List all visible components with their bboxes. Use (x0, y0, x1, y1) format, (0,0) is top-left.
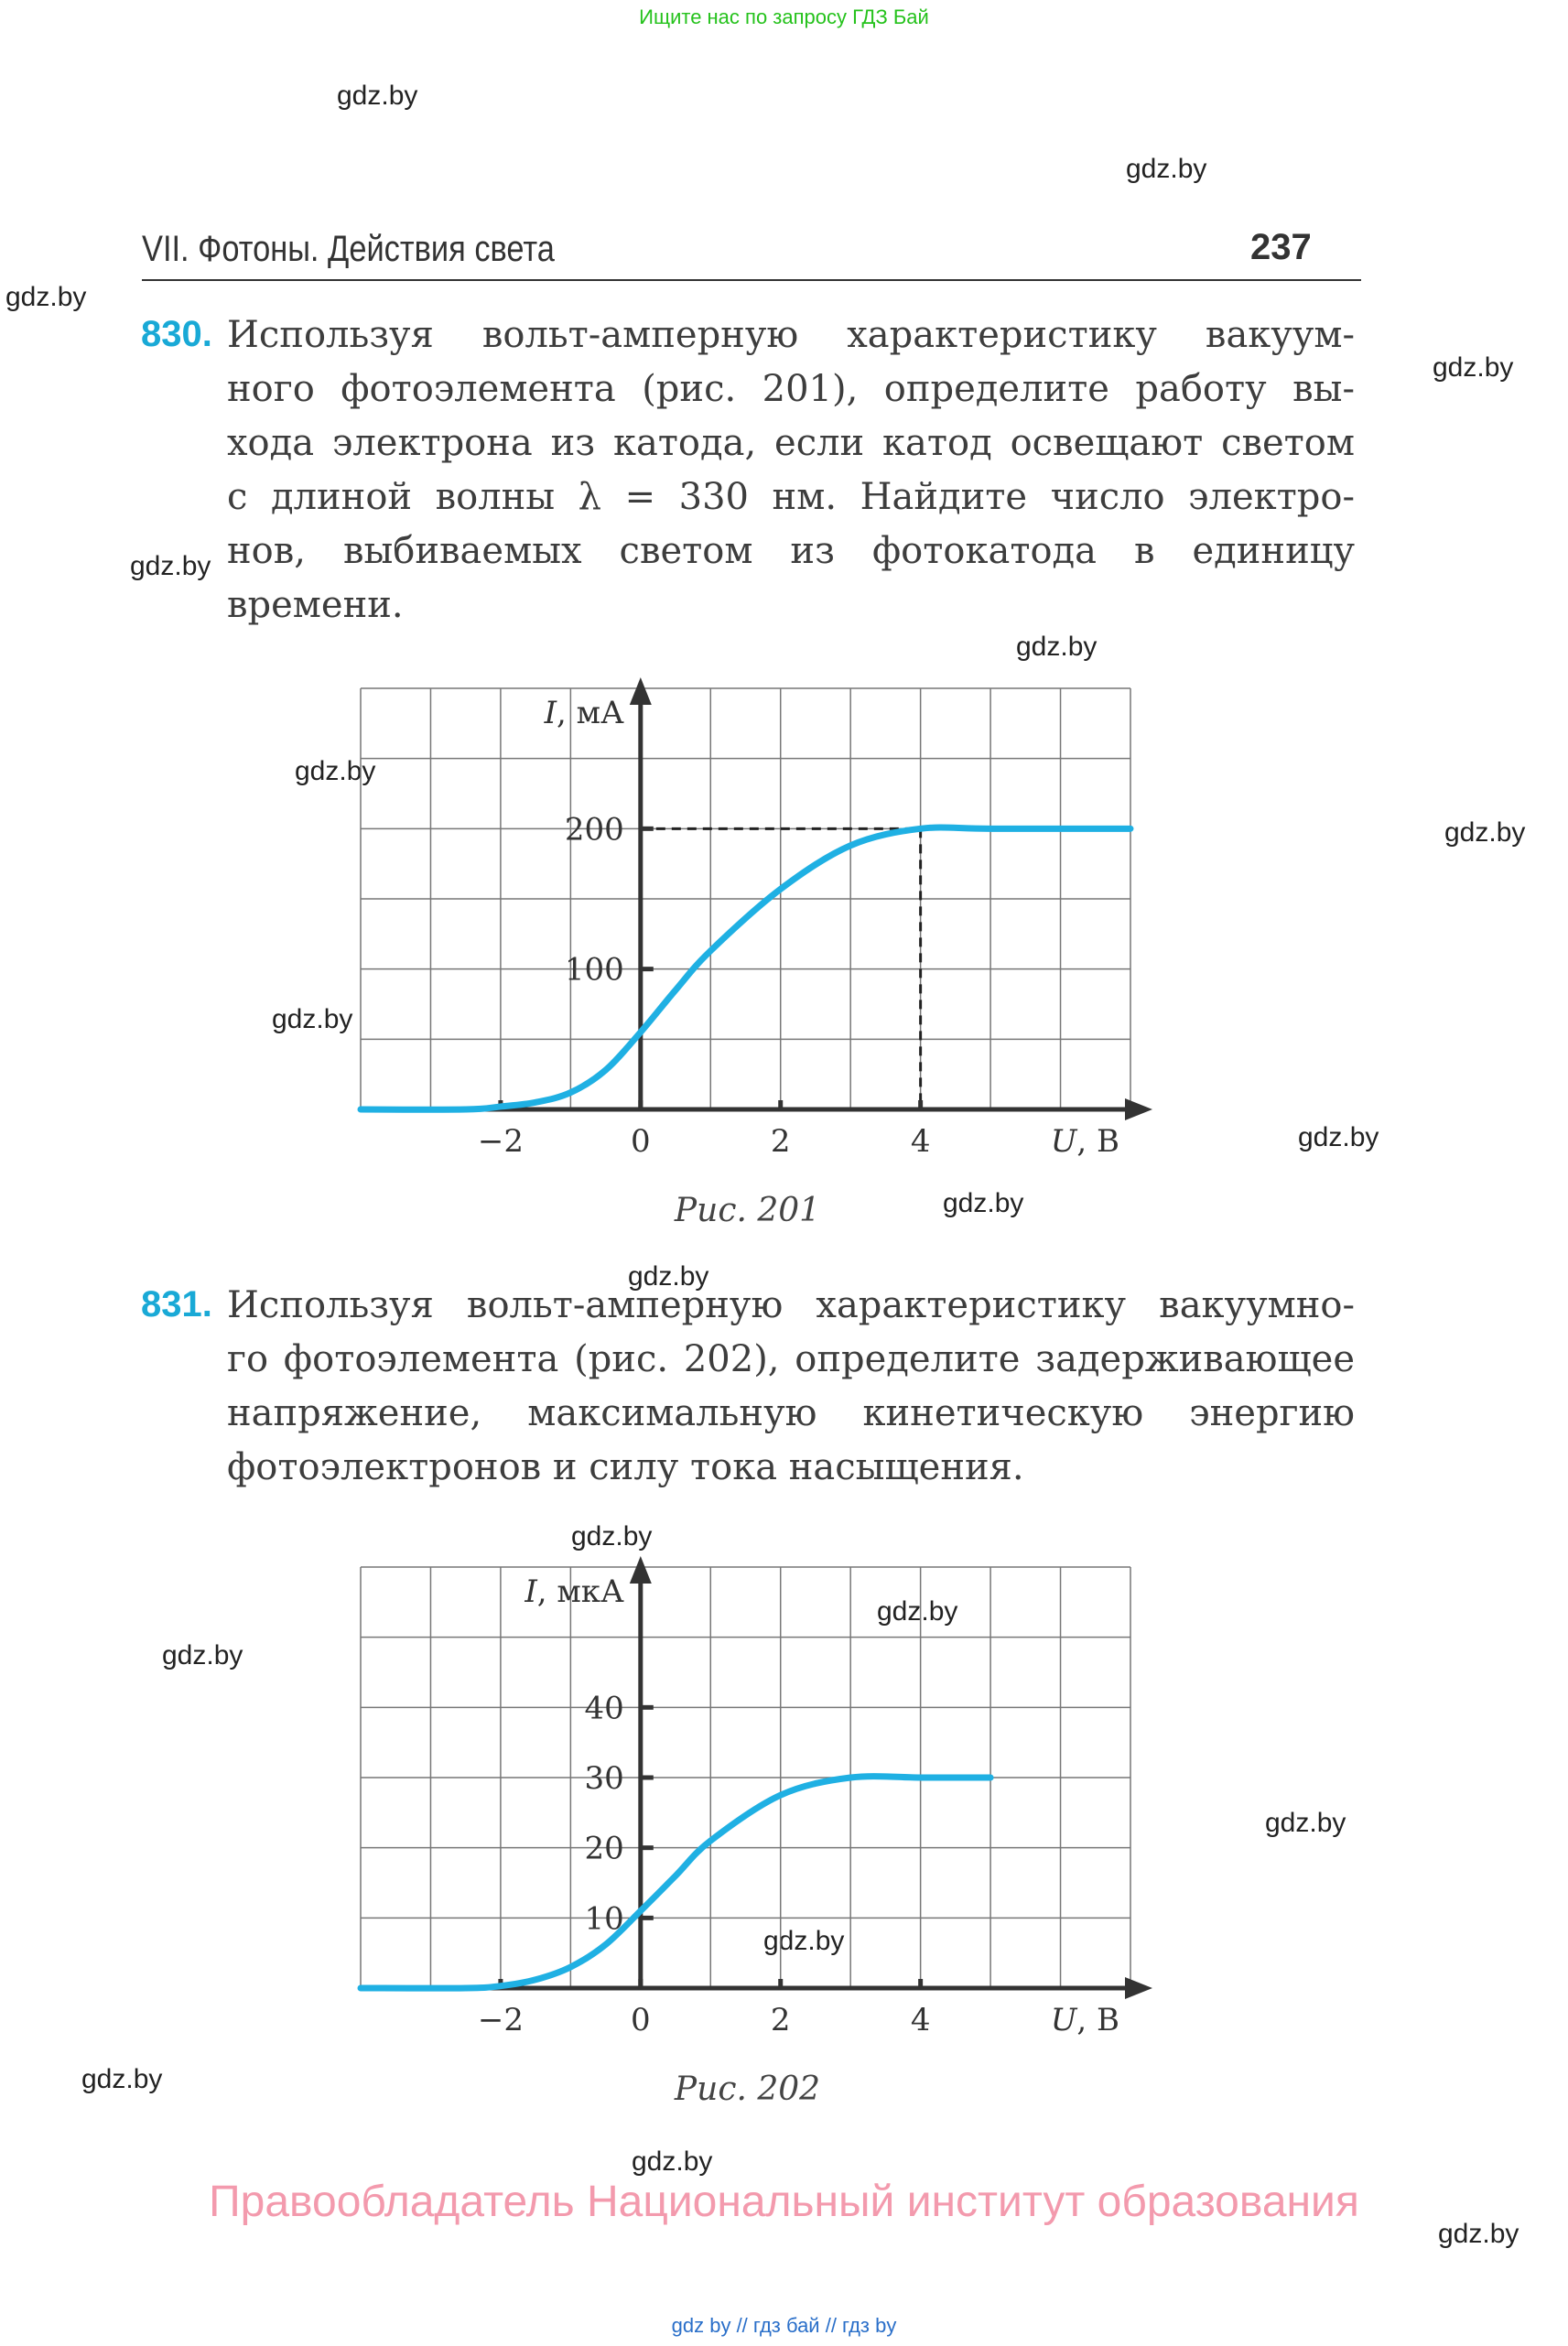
header-divider (142, 279, 1361, 281)
x-tick-label: 0 (630, 2002, 651, 2038)
section-title: VII. Фотоны. Действия света (142, 229, 555, 269)
x-tick-label: −2 (477, 2002, 524, 2038)
figure-201-chart (348, 677, 1153, 1172)
y-tick-label: 40 (584, 1690, 624, 1727)
series-line (361, 1777, 990, 1989)
x-axis-label (1051, 1123, 1119, 1160)
watermark: gdz.by (571, 1521, 653, 1551)
x-axis-arrow (1125, 1098, 1152, 1120)
y-axis-label-var: I (524, 1573, 537, 1610)
y-axis-label (524, 1573, 624, 1610)
watermark: gdz.by (877, 1596, 958, 1627)
y-axis-label-unit: , мА (557, 695, 624, 731)
x-tick-label: 2 (770, 1123, 791, 1160)
text-line: напряжение, максимальную кинетическую энергию (227, 1392, 1355, 1434)
y-axis-label-var: I (544, 695, 557, 731)
watermark: gdz.by (1126, 154, 1207, 184)
watermark: gdz.by (337, 81, 418, 111)
figure-caption: Рис. 202 (674, 2070, 821, 2108)
y-tick-label: 20 (584, 1830, 624, 1867)
text-line: ного фотоэлемента (рис. 201), определите работу вы- (227, 368, 1355, 410)
text-line: фотоэлектронов и силу тока насыщения. (227, 1446, 1024, 1488)
y-tick-label: 100 (564, 951, 624, 989)
y-tick-label: 10 (584, 1900, 624, 1938)
watermark: gdz.by (1433, 352, 1514, 383)
x-axis-label-var: U (1050, 2002, 1077, 2038)
problem-text (227, 308, 1355, 632)
text-line: го фотоэлемента (рис. 202), определите задерживающее (227, 1338, 1355, 1380)
text-line: времени. (227, 584, 404, 626)
problem-number: 830. (141, 314, 212, 354)
watermark: gdz.by (162, 1640, 243, 1670)
x-tick-label: 4 (910, 1123, 931, 1160)
watermark: gdz.by (130, 551, 211, 581)
watermark: gdz.by (81, 2064, 163, 2094)
x-tick-label: 4 (910, 2002, 931, 2038)
figure-202-chart (348, 1556, 1153, 2050)
watermark: gdz.by (632, 2146, 713, 2177)
page-number: 237 (1250, 227, 1312, 267)
y-axis-label-unit: , мкА (536, 1573, 624, 1610)
y-axis-arrow (630, 677, 652, 705)
text-line: Используя вольт-амперную характеристику вакуумно- (227, 1284, 1355, 1326)
y-axis-arrow (630, 1556, 652, 1584)
watermark: gdz.by (628, 1261, 709, 1292)
watermark: gdz.by (272, 1004, 353, 1034)
text-line: нов, выбиваемых светом из фотокатода в единицу (227, 530, 1355, 572)
watermark: gdz.by (295, 756, 376, 786)
y-tick-label: 200 (564, 811, 624, 849)
text-line: с длиной волны λ = 330 нм. Найдите число электро- (227, 476, 1355, 518)
watermark: gdz.by (1265, 1808, 1346, 1838)
x-axis-label-unit: , В (1076, 2002, 1119, 2038)
text-line: Используя вольт-амперную характеристику вакуум- (227, 314, 1355, 356)
figure-caption: Рис. 201 (674, 1192, 821, 1229)
x-tick-label: 0 (630, 1123, 651, 1160)
x-tick-label: 2 (770, 2002, 791, 2038)
watermark: gdz.by (1438, 2219, 1519, 2249)
text-line: хода электрона из катода, если катод освещают светом (227, 422, 1355, 464)
x-axis-arrow (1125, 1977, 1152, 1999)
x-tick-label: −2 (477, 1123, 524, 1160)
watermark: gdz.by (1016, 632, 1098, 662)
top-banner[interactable]: Ищите нас по запросу ГДЗ Бай (639, 5, 929, 28)
watermark: gdz.by (5, 282, 87, 312)
x-axis-label-unit: , В (1076, 1123, 1119, 1160)
problem-text (227, 1279, 1355, 1495)
footer-links[interactable]: gdz by // гдз бай // гдз by (671, 2314, 897, 2337)
copyright-notice: Правообладатель Национальный институт образования (209, 2178, 1359, 2226)
watermark: gdz.by (943, 1188, 1024, 1218)
watermark: gdz.by (1298, 1122, 1379, 1152)
problem-number: 831. (141, 1284, 212, 1324)
x-axis-label (1051, 2002, 1119, 2038)
y-tick-label: 30 (584, 1760, 624, 1797)
x-axis-label-var: U (1050, 1123, 1077, 1160)
watermark: gdz.by (1444, 817, 1526, 848)
y-axis-label (544, 695, 624, 731)
watermark: gdz.by (763, 1926, 845, 1956)
